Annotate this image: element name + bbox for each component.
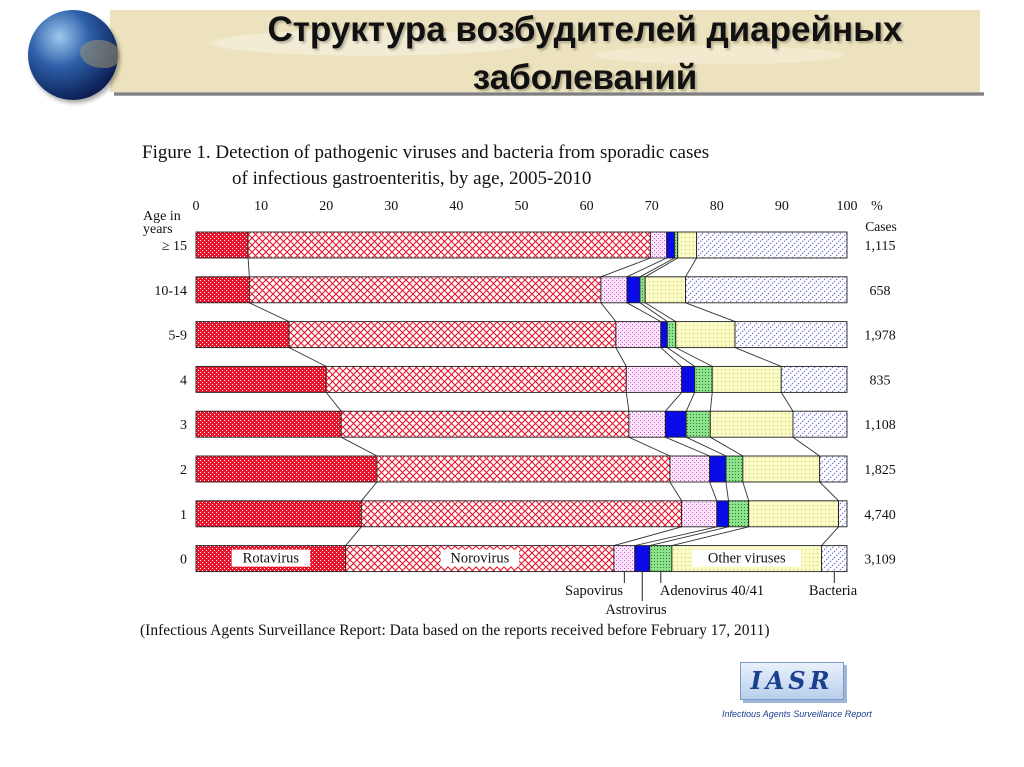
inline-label-rotavirus: Rotavirus — [242, 550, 300, 567]
connector-3-2 — [626, 392, 629, 411]
row-label-6: 1 — [180, 507, 187, 523]
iasr-logo: IASR — [740, 662, 844, 700]
connector-5-2 — [670, 482, 682, 501]
x-tick-label-80: 80 — [709, 199, 724, 214]
bar-sapovirus-row-3 — [626, 366, 681, 392]
bar-segments — [196, 232, 847, 572]
case-count-7: 3,109 — [864, 552, 896, 568]
connector-1-5 — [645, 303, 676, 322]
row-label-7: 0 — [180, 552, 187, 568]
bar-bacteria-row-5 — [820, 456, 847, 482]
bar-astrovirus-row-0 — [667, 232, 675, 258]
case-count-3: 835 — [869, 373, 891, 389]
connector-5-4 — [726, 482, 729, 501]
case-count-1: 658 — [869, 283, 891, 299]
case-count-0: 1,115 — [864, 239, 896, 254]
connector-4-2 — [629, 437, 670, 456]
connector-3-4 — [686, 392, 694, 411]
bar-bacteria-row-4 — [793, 411, 847, 437]
case-count-labels — [864, 219, 897, 568]
connector-0-6 — [686, 258, 697, 277]
bar-adenovirus-40-41-row-7 — [650, 546, 672, 572]
connector-0-2 — [601, 258, 650, 277]
connector-2-6 — [735, 348, 781, 367]
bar-other-viruses-row-5 — [743, 456, 820, 482]
bar-astrovirus-row-2 — [661, 322, 668, 348]
x-tick-label-40: 40 — [449, 199, 464, 214]
bar-astrovirus-row-3 — [682, 366, 695, 392]
bar-other-viruses-row-4 — [710, 411, 793, 437]
bar-bacteria-row-6 — [839, 501, 847, 527]
bar-bacteria-row-7 — [822, 546, 847, 572]
slide-title-line-1: Структура возбудителей диарейных — [267, 10, 903, 49]
slide-title-line-2: заболеваний — [472, 58, 698, 97]
bar-bacteria-row-3 — [781, 366, 847, 392]
connector-4-6 — [793, 437, 820, 456]
connector-5-1 — [361, 482, 377, 501]
connector-3-3 — [665, 392, 681, 411]
x-tick-label-0: 0 — [192, 199, 200, 214]
connector-5-3 — [710, 482, 717, 501]
row-label-3: 4 — [180, 373, 187, 389]
bar-bacteria-row-1 — [686, 277, 847, 303]
bar-astrovirus-row-7 — [635, 546, 650, 572]
bar-norovirus-row-3 — [326, 366, 626, 392]
bar-norovirus-row-5 — [377, 456, 670, 482]
x-tick-label-70: 70 — [644, 199, 659, 214]
bar-adenovirus-40-41-row-3 — [695, 366, 713, 392]
x-axis-unit-label: % — [871, 199, 883, 214]
connector-3-5 — [710, 392, 712, 411]
row-label-1: 10-14 — [154, 283, 187, 299]
connector-4-5 — [710, 437, 743, 456]
bar-other-viruses-row-2 — [676, 322, 735, 348]
bar-sapovirus-row-2 — [616, 322, 661, 348]
connector-1-1 — [249, 303, 289, 322]
y-axis-labels — [154, 239, 187, 568]
bar-sapovirus-row-5 — [670, 456, 710, 482]
row-label-2: 5-9 — [168, 328, 187, 344]
bar-rotavirus-row-1 — [196, 277, 249, 303]
bar-adenovirus-40-41-row-1 — [640, 277, 645, 303]
connector-6-5 — [672, 527, 749, 546]
bar-sapovirus-row-0 — [650, 232, 666, 258]
bottom-label-astrovirus: Astrovirus — [605, 602, 667, 618]
row-label-5: 2 — [180, 463, 187, 478]
bar-adenovirus-40-41-row-0 — [674, 232, 677, 258]
bar-astrovirus-row-1 — [627, 277, 640, 303]
bar-other-viruses-row-3 — [712, 366, 781, 392]
case-count-4: 1,108 — [864, 418, 896, 434]
connector-0-1 — [248, 258, 249, 277]
x-tick-label-20: 20 — [319, 199, 334, 214]
bar-rotavirus-row-5 — [196, 456, 377, 482]
x-tick-label-60: 60 — [579, 199, 594, 214]
connector-6-4 — [650, 527, 729, 546]
bar-norovirus-row-6 — [361, 501, 681, 527]
bar-rotavirus-row-6 — [196, 501, 361, 527]
bar-rotavirus-row-0 — [196, 232, 248, 258]
x-tick-label-50: 50 — [514, 199, 529, 214]
figure-title-line-2: of infectious gastroenteritis, by age, 2005-2010 — [232, 168, 592, 189]
bar-bacteria-row-0 — [697, 232, 847, 258]
row-label-0: ≥ 15 — [161, 239, 187, 254]
connector-1-6 — [686, 303, 735, 322]
bar-sapovirus-row-6 — [682, 501, 717, 527]
connector-0-4 — [640, 258, 675, 277]
bar-adenovirus-40-41-row-5 — [726, 456, 743, 482]
connector-5-5 — [743, 482, 749, 501]
bar-adenovirus-40-41-row-6 — [729, 501, 749, 527]
bar-norovirus-row-4 — [341, 411, 629, 437]
case-count-2: 1,978 — [864, 328, 896, 344]
row-label-4: 3 — [180, 418, 187, 434]
connector-2-2 — [616, 348, 626, 367]
connector-1-2 — [601, 303, 616, 322]
iasr-logo-caption: Infectious Agents Surveillance Report — [722, 709, 872, 719]
bottom-label-sapovirus: Sapovirus — [565, 583, 623, 599]
x-tick-label-10: 10 — [254, 199, 269, 214]
bar-norovirus-row-2 — [289, 322, 616, 348]
source-note: (Infectious Agents Surveillance Report: Data based on the reports received before February 17, 2011) — [140, 622, 770, 639]
bottom-label-adenovirus-40-41: Adenovirus 40/41 — [659, 583, 765, 599]
bar-astrovirus-row-4 — [665, 411, 686, 437]
figure-title-line-1: Figure 1. Detection of pathogenic viruses and bacteria from sporadic cases — [142, 142, 710, 163]
y-axis-title-line-2: years — [143, 222, 173, 237]
bar-astrovirus-row-6 — [717, 501, 729, 527]
bar-other-viruses-row-1 — [645, 277, 685, 303]
bar-sapovirus-row-7 — [614, 546, 635, 572]
x-tick-label-100: 100 — [836, 199, 858, 214]
bar-other-viruses-row-6 — [749, 501, 839, 527]
connector-3-1 — [326, 392, 341, 411]
x-tick-label-90: 90 — [774, 199, 789, 214]
bar-sapovirus-row-1 — [601, 277, 627, 303]
connector-2-1 — [289, 348, 326, 367]
connector-5-6 — [820, 482, 839, 501]
connector-4-1 — [341, 437, 377, 456]
connector-6-1 — [346, 527, 362, 546]
x-tick-label-30: 30 — [384, 199, 399, 214]
bar-adenovirus-40-41-row-2 — [667, 322, 675, 348]
bar-bacteria-row-2 — [735, 322, 847, 348]
bar-rotavirus-row-2 — [196, 322, 289, 348]
bar-rotavirus-row-4 — [196, 411, 341, 437]
connector-3-6 — [781, 392, 793, 411]
connector-4-4 — [686, 437, 726, 456]
inline-label-norovirus: Norovirus — [450, 550, 510, 567]
bar-norovirus-row-0 — [248, 232, 650, 258]
connector-4-3 — [665, 437, 709, 456]
bar-adenovirus-40-41-row-4 — [686, 411, 710, 437]
inline-label-other-viruses: Other viruses — [707, 550, 786, 567]
y-axis-title-line-1: Age in — [143, 209, 181, 224]
bar-sapovirus-row-4 — [629, 411, 665, 437]
bar-other-viruses-row-0 — [678, 232, 697, 258]
x-axis-ticks — [193, 199, 884, 214]
bottom-label-bacteria: Bacteria — [808, 583, 858, 599]
bottom-series-labels — [565, 572, 858, 618]
y-axis-title — [143, 209, 181, 237]
connector-6-6 — [822, 527, 839, 546]
case-count-6: 4,740 — [864, 507, 896, 523]
cases-header: Cases — [865, 219, 897, 234]
bar-rotavirus-row-3 — [196, 366, 326, 392]
case-count-5: 1,825 — [864, 463, 896, 478]
bar-astrovirus-row-5 — [710, 456, 726, 482]
bar-norovirus-row-1 — [249, 277, 601, 303]
